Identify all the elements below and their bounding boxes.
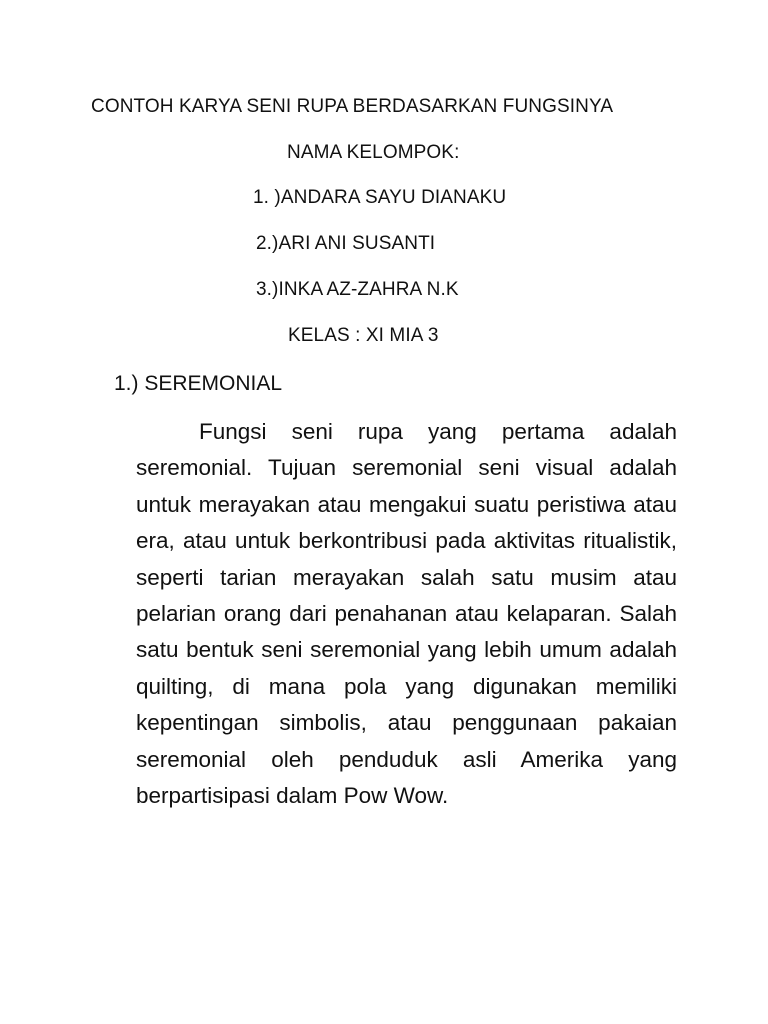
group-member: 2.)ARI ANI SUSANTI	[256, 233, 436, 254]
group-label: NAMA KELOMPOK:	[287, 142, 460, 163]
class-label: KELAS : XI MIA 3	[288, 325, 439, 346]
group-member: 3.)INKA AZ-ZAHRA N.K	[256, 279, 459, 300]
body-paragraph: Fungsi seni rupa yang pertama adalah seremonial. Tujuan seremonial seni visual adalah untuk merayakan atau mengakui suatu peristiwa atau era, atau untuk berkontribusi pada aktivitas ritualistik, seperti tarian merayakan salah satu musim atau pelarian orang dari penahanan atau kelaparan. Salah satu bentuk seni seremonial yang lebih umum adalah quilting, di mana pola yang digunakan memiliki kepentingan simbolis, atau penggunaan pakaian seremonial oleh penduduk asli Amerika yang berpartisipasi dalam Pow Wow.	[136, 419, 677, 809]
section-heading: 1.) SEREMONIAL	[114, 372, 283, 395]
document-title: CONTOH KARYA SENI RUPA BERDASARKAN FUNGSINYA	[91, 96, 614, 117]
group-member: 1. )ANDARA SAYU DIANAKU	[253, 187, 507, 208]
